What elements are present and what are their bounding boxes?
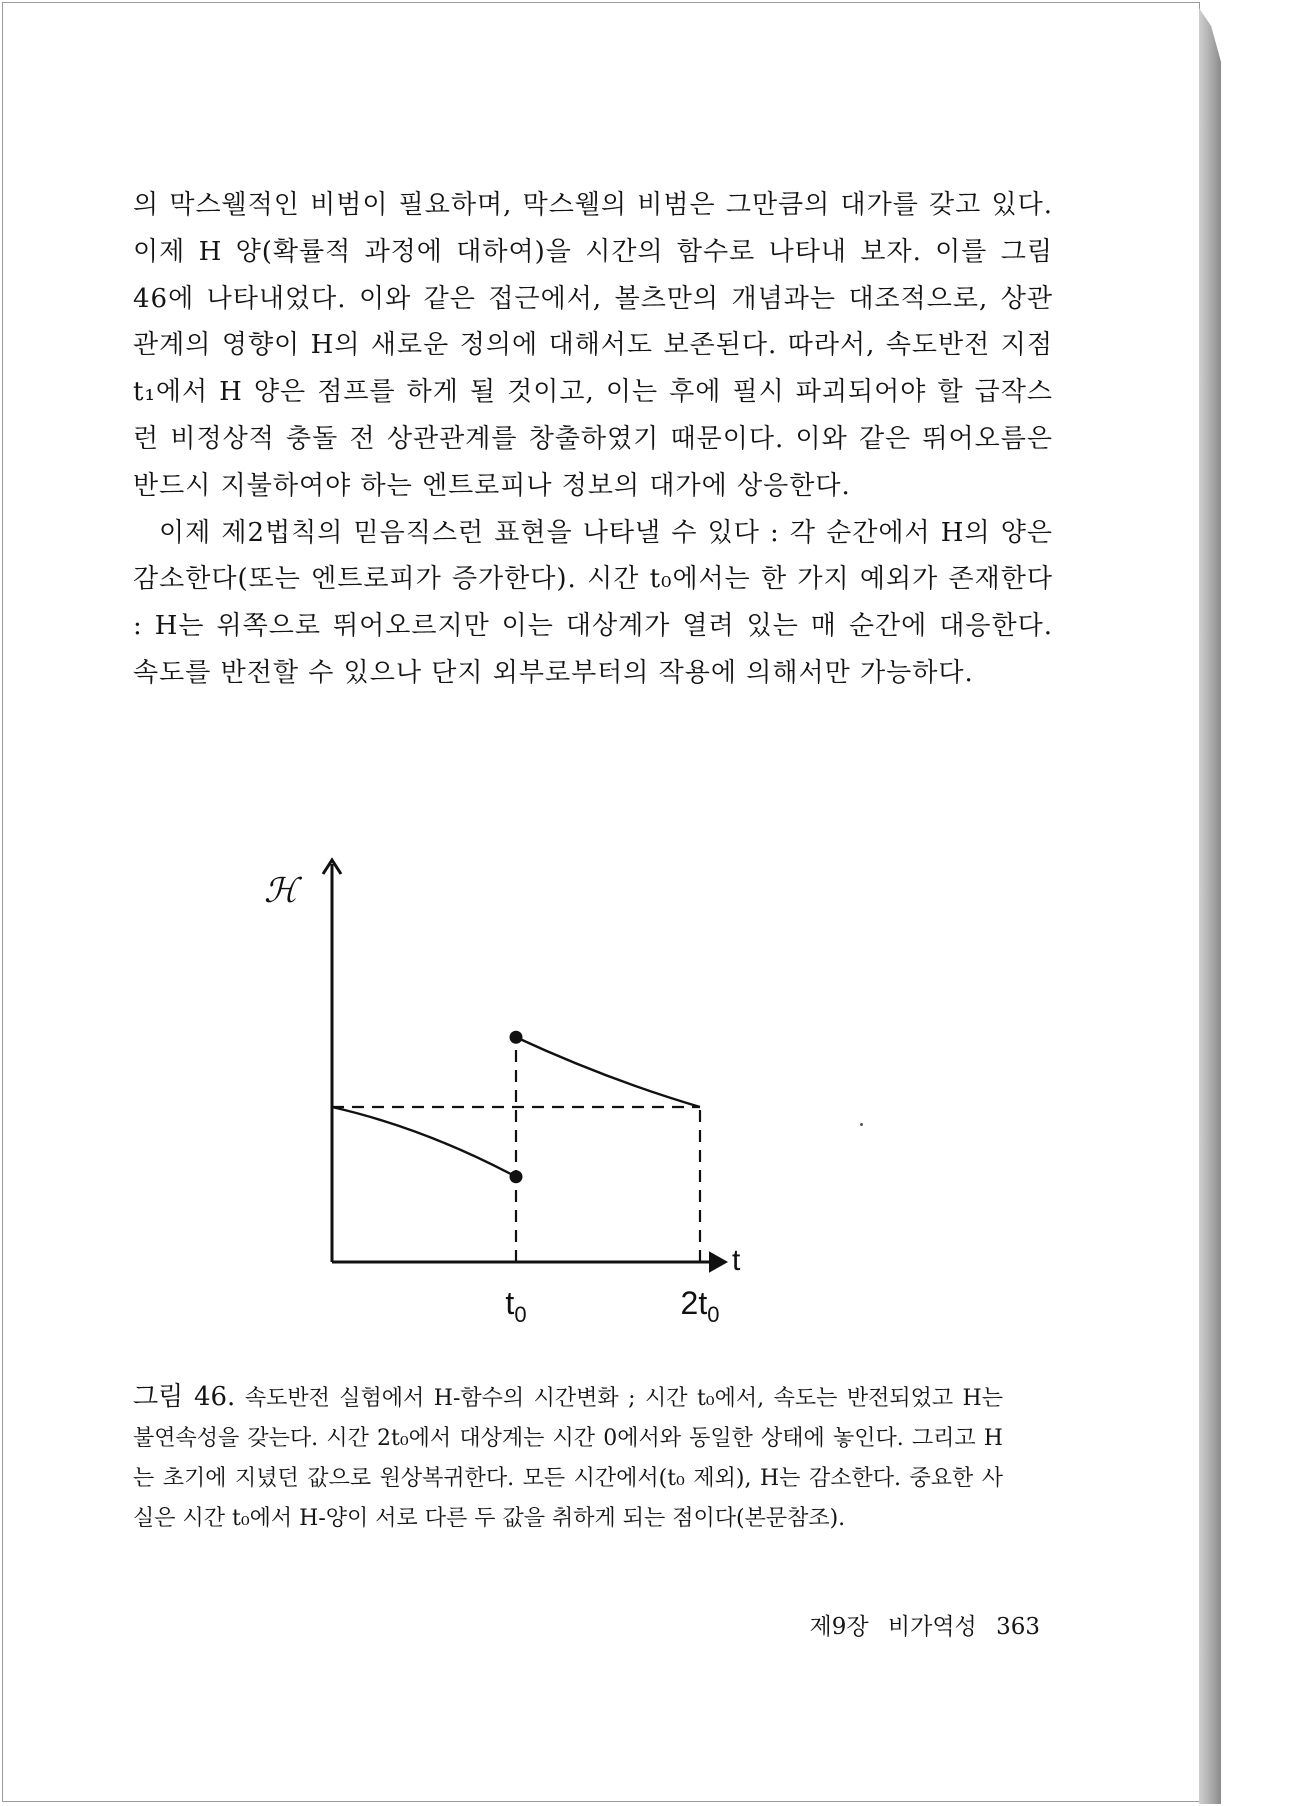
page-edge-shadow <box>1199 8 1221 1804</box>
h-function-chart <box>240 830 800 1340</box>
print-speck <box>860 1123 863 1126</box>
body-text <box>133 182 1053 697</box>
footer-chapter-title: 비가역성 <box>887 1614 977 1640</box>
series-line-1 <box>332 1107 516 1177</box>
paragraph-1: 의 막스웰적인 비범이 필요하며, 막스웰의 비범은 그만큼의 대가를 갖고 있다. 이제 H 양(확률적 과정에 대하여)을 시간의 함수로 나타내 보자. 이를 그림 46에 나타내었다. 이와 같은 접근에서, 볼츠만의 개념과는 대조적으로, 상관관계의 영향이 H의 새로운 정의에 대해서도 보존된다. 따라서, 속도반전 지점 t₁에서 H 양은 점프를 하게 될 것이고, 이는 후에 필시 파괴되어야 할 급작스런 비정상적 충돌 전 상관관계를 창출하였기 때문이다. 이와 같은 뛰어오름은 반드시 지불하여야 하는 엔트로피나 정보의 대가에 상응한다. <box>133 190 1053 501</box>
x-tick-label-2 <box>681 1285 720 1327</box>
series-line-2 <box>516 1037 700 1107</box>
caption-label: 그림 46. <box>133 1382 236 1412</box>
x-tick-sub-1: 0 <box>514 1302 527 1327</box>
page-number: 363 <box>996 1614 1040 1640</box>
x-tick-main-1: t <box>505 1285 515 1321</box>
x-tick-label-1 <box>505 1285 526 1327</box>
y-axis-label: ℋ <box>264 871 298 911</box>
paragraph-2: 이제 제2법칙의 믿음직스런 표현을 나타낼 수 있다 : 각 순간에서 H의 양은 감소한다(또는 엔트로피가 증가한다). 시간 t₀에서는 한 가지 예외가 존재한다 : H는 위쪽으로 뛰어오르지만 이는 대상계가 열려 있는 매 순간에 대응한다. 속도를 반전할 수 있으나 단지 외부로부터의 작용에 의해서만 가능하다. <box>133 517 1053 688</box>
x-tick-sub-2: 0 <box>707 1302 720 1327</box>
footer-chapter: 제9장 <box>809 1614 869 1640</box>
figure-46 <box>240 830 800 1340</box>
x-axis-arrow <box>710 1253 726 1271</box>
x-axis-label: t <box>732 1244 741 1277</box>
x-tick-main-2: 2t <box>680 1285 708 1321</box>
figure-caption <box>133 1377 1003 1539</box>
caption-text: 속도반전 실험에서 H-함수의 시간변화 ; 시간 t₀에서, 속도는 반전되었고 H는 불연속성을 갖는다. 시간 2t₀에서 대상계는 시간 0에서와 동일한 상태에 놓인다. 그리고 H는 초기에 지녔던 값으로 원상복귀한다. 모든 시간에서(t₀ 제외), H는 감소한다. 중요한 사실은 시간 t₀에서 H-양이 서로 다른 두 값을 취하게 되는 점이다(본문참조). <box>133 1386 1003 1531</box>
running-footer <box>790 1608 1040 1641</box>
